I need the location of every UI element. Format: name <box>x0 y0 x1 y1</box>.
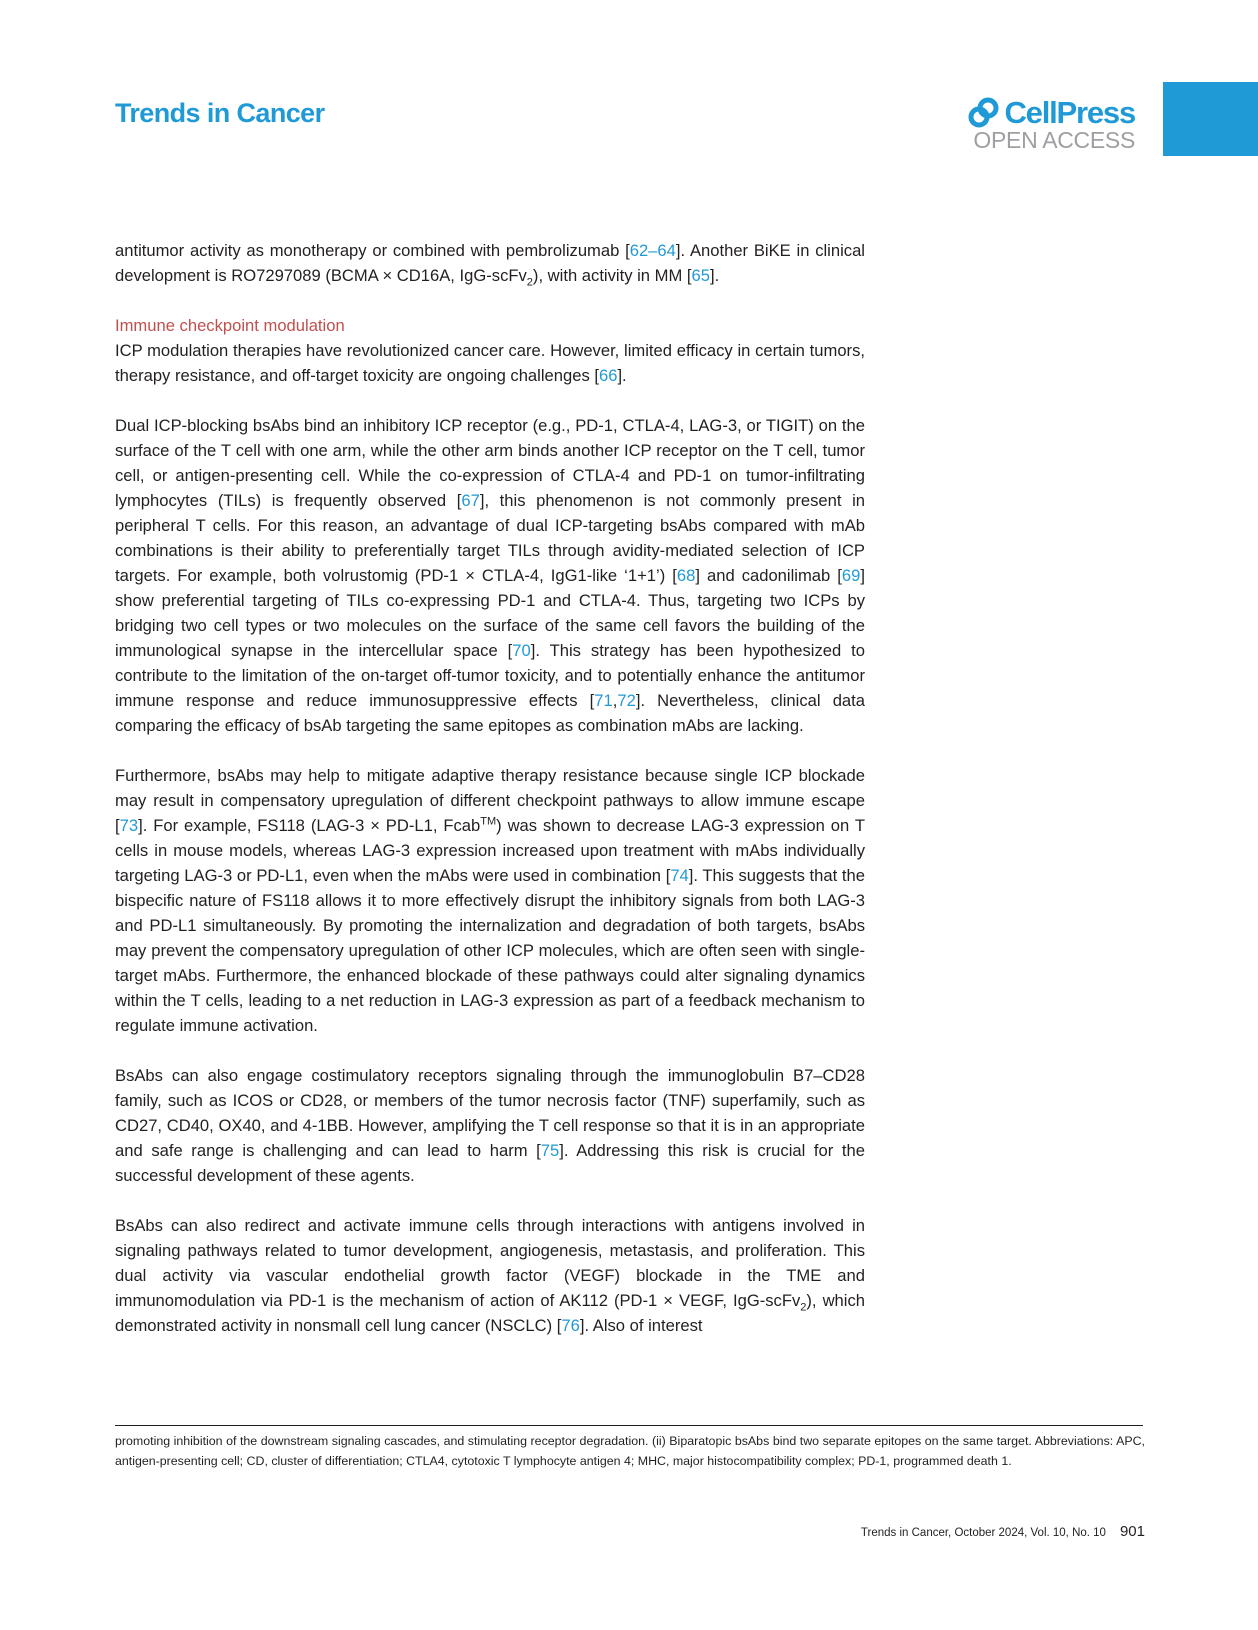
reference-link[interactable]: 74 <box>670 866 689 885</box>
journal-title: Trends in Cancer <box>115 98 325 128</box>
cellpress-logo <box>967 96 1135 152</box>
paragraph-bike: antitumor activity as monotherapy or combined with pembrolizumab [62–64]. Another BiKE in clinical development is RO7297089 (BCMA × CD16A, IgG-scFv$_2$), with activity in MM [65]. <box>115 241 865 289</box>
brand-name: CellPress <box>1004 95 1135 130</box>
reference-link[interactable]: 68 <box>676 566 696 585</box>
reference-link[interactable]: 71 <box>594 691 613 710</box>
paragraph-vegf: BsAbs can also redirect and activate immune cells through interactions with antigens involved in signaling pathways related to tumor development, angiogenesis, metastasis, and proliferation. This dual activity via vascular endothelial growth factor (VEGF) blockade in the TME and immunomodulation via PD-1 is the mechanism of action of AK112 (PD-1 × VEGF, IgG-scFv$_2$), which demonstrated activity in nonsmall cell lung cancer (NSCLC) [76]. Also of interest <box>115 1216 865 1335</box>
reference-link[interactable]: 67 <box>461 491 480 510</box>
paragraph-resistance: Furthermore, bsAbs may help to mitigate adaptive therapy resistance because single ICP blockade may result in compensatory upregulation of different checkpoint pathways to allow immune escape [73]. For example, FS118 (LAG-3 × PD-L1, Fcab™) was shown to decrease LAG-3 expression on T cells in mouse models, whereas LAG-3 expression increased upon treatment with mAbs individually targeting LAG-3 or PD-L1, even when the mAbs were used in combination [74]. This suggests that the bispecific nature of FS118 allows it to more effectively disrupt the inhibitory signals from both LAG-3 and PD-L1 simultaneously. By promoting the internalization and degradation of both targets, bsAbs may prevent the compensatory upregulation of other ICP molecules, which are often seen with single-target mAbs. Furthermore, the enhanced blockade of these pathways could alter signaling dynamics within the T cells, leading to a net reduction in LAG-3 expression as part of a feedback mechanism to regulate immune activation. <box>115 766 865 1035</box>
section-heading: Immune checkpoint modulation <box>115 316 345 335</box>
paragraph-icp-intro: ICP modulation therapies have revolutionized cancer care. However, limited efficacy in certain tumors, therapy resistance, and off-target toxicity are ongoing challenges [66]. <box>115 341 865 385</box>
open-access-label: OPEN ACCESS <box>973 127 1135 153</box>
page-footer <box>861 1523 1145 1540</box>
reference-link[interactable]: 62–64 <box>629 241 676 260</box>
corner-accent-block <box>1163 82 1258 156</box>
reference-link[interactable]: 69 <box>841 566 861 585</box>
page-number: 901 <box>1119 1523 1145 1540</box>
paragraph-costimulatory: BsAbs can also engage costimulatory receptors signaling through the immunoglobulin B7–CD28 family, such as ICOS or CD28, or members of the tumor necrosis factor (TNF) superfamily, such as CD27, CD40, OX40, and 4-1BB. However, amplifying the T cell response so that it is in an appropriate and safe range is challenging and can lead to harm [75]. Addressing this risk is crucial for the successful development of these agents. <box>115 1066 865 1185</box>
figure-caption: promoting inhibition of the downstream signaling cascades, and stimulating receptor degradation. (ii) Biparatopic bsAbs bind two separate epitopes on the same target. Abbreviations: APC, antigen-presenting cell; CD, cluster of differentiation; CTLA4, cytotoxic T lymphocyte antigen 4; MHC, major histocompatibility complex; PD-1, programmed death 1. <box>115 1434 1145 1468</box>
reference-link[interactable]: 70 <box>512 641 531 660</box>
footer-citation: Trends in Cancer, October 2024, Vol. 10, No. 10 <box>860 1527 1106 1539</box>
reference-link[interactable]: 66 <box>598 366 618 385</box>
reference-link[interactable]: 76 <box>561 1316 580 1335</box>
caption-divider <box>115 1425 1143 1426</box>
reference-link[interactable]: 72 <box>617 691 636 710</box>
reference-link[interactable]: 65 <box>691 266 710 285</box>
reference-link[interactable]: 75 <box>540 1141 560 1160</box>
paragraph-dual-icp: Dual ICP-blocking bsAbs bind an inhibitory ICP receptor (e.g., PD-1, CTLA-4, LAG-3, or TIGIT) on the surface of the T cell with one arm, while the other arm binds another ICP receptor on the T cell, tumor cell, or antigen-presenting cell. While the co-expression of CTLA-4 and PD-1 on tumor-infiltrating lymphocytes (TILs) is frequently observed [67], this phenomenon is not commonly present in peripheral T cells. For this reason, an advantage of dual ICP-targeting bsAbs compared with mAb combinations is their ability to preferentially target TILs through avidity-mediated selection of ICP targets. For example, both volrustomig (PD-1 × CTLA-4, IgG1-like ‘1+1’) [68] and cadonilimab [69] show preferential targeting of TILs co-expressing PD-1 and CTLA-4. Thus, targeting two ICPs by bridging two cell types or two molecules on the surface of the same cell favors the building of the immunological synapse in the intercellular space [70]. This strategy has been hypothesized to contribute to the limitation of the on-target off-tumor toxicity, and to potentially enhance the antitumor immune response and reduce immunosuppressive effects [71,72]. Nevertheless, clinical data comparing the efficacy of bsAb targeting the same epitopes as combination mAbs are lacking. <box>115 416 865 735</box>
article-body <box>115 238 865 1338</box>
cellpress-link-icon <box>967 96 1001 130</box>
reference-link[interactable]: 73 <box>119 816 139 835</box>
